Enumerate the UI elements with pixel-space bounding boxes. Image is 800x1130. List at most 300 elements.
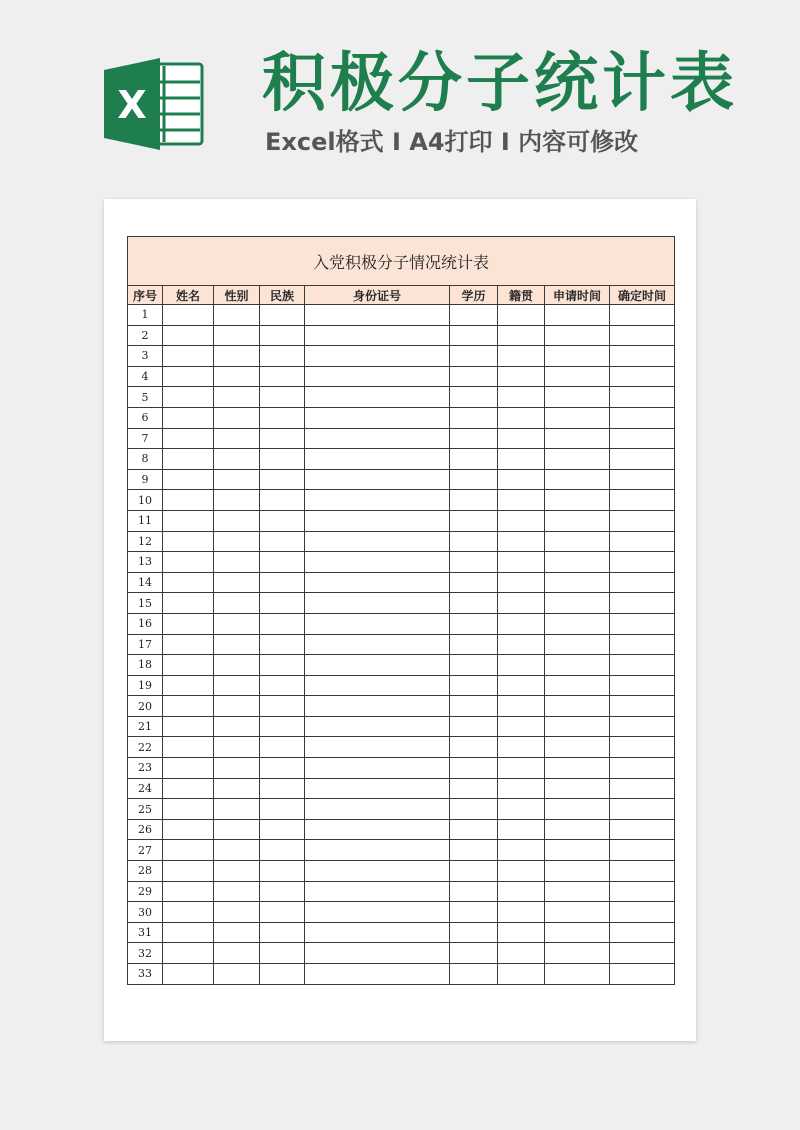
table-cell[interactable] — [260, 922, 305, 943]
table-cell[interactable] — [305, 737, 450, 758]
table-cell[interactable] — [545, 655, 610, 676]
table-cell[interactable] — [305, 490, 450, 511]
table-cell[interactable] — [163, 922, 214, 943]
table-cell[interactable] — [610, 572, 675, 593]
table-cell[interactable] — [450, 758, 498, 779]
table-cell[interactable] — [610, 346, 675, 367]
table-cell[interactable] — [214, 469, 260, 490]
table-cell[interactable] — [610, 819, 675, 840]
table-cell[interactable] — [163, 531, 214, 552]
table-cell[interactable] — [305, 407, 450, 428]
table-cell[interactable] — [450, 881, 498, 902]
table-cell[interactable] — [163, 593, 214, 614]
table-cell[interactable] — [545, 572, 610, 593]
table-cell[interactable] — [214, 305, 260, 326]
table-cell[interactable] — [545, 325, 610, 346]
table-cell[interactable] — [545, 593, 610, 614]
table-cell[interactable] — [610, 737, 675, 758]
table-cell[interactable] — [545, 490, 610, 511]
table-cell[interactable] — [450, 655, 498, 676]
table-cell[interactable] — [498, 696, 545, 717]
table-cell[interactable] — [214, 655, 260, 676]
table-cell[interactable] — [450, 325, 498, 346]
table-cell[interactable] — [450, 819, 498, 840]
table-cell[interactable] — [610, 593, 675, 614]
table-row — [128, 778, 675, 799]
table-cell[interactable] — [498, 510, 545, 531]
table-cell[interactable] — [305, 716, 450, 737]
table-cell[interactable] — [498, 758, 545, 779]
table-cell[interactable] — [163, 469, 214, 490]
table-cell[interactable] — [545, 552, 610, 573]
table-cell[interactable] — [214, 593, 260, 614]
table-cell[interactable] — [610, 325, 675, 346]
table-cell[interactable] — [260, 881, 305, 902]
table-cell[interactable] — [610, 510, 675, 531]
row-number: 22 — [128, 737, 163, 758]
table-cell[interactable] — [305, 861, 450, 882]
table-cell[interactable] — [450, 696, 498, 717]
table-cell[interactable] — [610, 675, 675, 696]
row-number: 26 — [128, 819, 163, 840]
table-cell[interactable] — [163, 449, 214, 470]
table-cell[interactable] — [260, 593, 305, 614]
table-cell[interactable] — [498, 613, 545, 634]
table-cell[interactable] — [450, 552, 498, 573]
table-cell[interactable] — [450, 407, 498, 428]
table-cell[interactable] — [214, 490, 260, 511]
table-cell[interactable] — [545, 428, 610, 449]
row-number: 28 — [128, 861, 163, 882]
table-cell[interactable] — [610, 716, 675, 737]
table-cell[interactable] — [163, 861, 214, 882]
table-cell[interactable] — [163, 366, 214, 387]
table-cell[interactable] — [260, 613, 305, 634]
column-header: 民族 — [260, 286, 305, 305]
table-cell[interactable] — [163, 490, 214, 511]
table-cell[interactable] — [450, 799, 498, 820]
table-cell[interactable] — [498, 490, 545, 511]
table-cell[interactable] — [305, 531, 450, 552]
table-cell[interactable] — [260, 552, 305, 573]
table-cell[interactable] — [450, 922, 498, 943]
table-row — [128, 964, 675, 985]
column-header: 性别 — [214, 286, 260, 305]
table-cell[interactable] — [305, 696, 450, 717]
table-cell[interactable] — [498, 325, 545, 346]
table-cell[interactable] — [545, 840, 610, 861]
table-cell[interactable] — [498, 881, 545, 902]
table-cell[interactable] — [260, 387, 305, 408]
table-cell[interactable] — [163, 881, 214, 902]
table-cell[interactable] — [305, 305, 450, 326]
table-cell[interactable] — [214, 634, 260, 655]
table-cell[interactable] — [545, 964, 610, 985]
column-header: 申请时间 — [545, 286, 610, 305]
table-cell[interactable] — [610, 613, 675, 634]
table-cell[interactable] — [214, 572, 260, 593]
table-cell[interactable] — [260, 758, 305, 779]
table-cell[interactable] — [545, 387, 610, 408]
table-cell[interactable] — [305, 366, 450, 387]
row-number: 10 — [128, 490, 163, 511]
table-cell[interactable] — [498, 902, 545, 923]
table-cell[interactable] — [498, 861, 545, 882]
table-cell[interactable] — [260, 675, 305, 696]
table-cell[interactable] — [610, 943, 675, 964]
table-cell[interactable] — [545, 943, 610, 964]
row-number: 21 — [128, 716, 163, 737]
table-cell[interactable] — [163, 346, 214, 367]
table-cell[interactable] — [305, 510, 450, 531]
table-cell[interactable] — [610, 469, 675, 490]
table-cell[interactable] — [450, 346, 498, 367]
table-cell[interactable] — [163, 325, 214, 346]
table-cell[interactable] — [214, 964, 260, 985]
table-cell[interactable] — [214, 696, 260, 717]
table-cell[interactable] — [163, 799, 214, 820]
table-cell[interactable] — [305, 387, 450, 408]
table-cell[interactable] — [260, 819, 305, 840]
table-cell[interactable] — [498, 593, 545, 614]
row-number: 29 — [128, 881, 163, 902]
table-cell[interactable] — [498, 964, 545, 985]
row-number: 30 — [128, 902, 163, 923]
table-cell[interactable] — [610, 696, 675, 717]
table-cell[interactable] — [214, 428, 260, 449]
table-cell[interactable] — [450, 387, 498, 408]
table-cell[interactable] — [305, 593, 450, 614]
table-cell[interactable] — [260, 840, 305, 861]
table-cell[interactable] — [305, 634, 450, 655]
table-row — [128, 943, 675, 964]
table-cell[interactable] — [498, 572, 545, 593]
table-cell[interactable] — [163, 655, 214, 676]
table-cell[interactable] — [163, 675, 214, 696]
table-cell[interactable] — [214, 387, 260, 408]
table-cell[interactable] — [610, 305, 675, 326]
table-cell[interactable] — [545, 861, 610, 882]
table-cell[interactable] — [305, 449, 450, 470]
table-cell[interactable] — [450, 902, 498, 923]
table-cell[interactable] — [163, 305, 214, 326]
table-cell[interactable] — [545, 346, 610, 367]
table-cell[interactable] — [214, 943, 260, 964]
table-cell[interactable] — [214, 861, 260, 882]
table-cell[interactable] — [498, 943, 545, 964]
table-cell[interactable] — [545, 902, 610, 923]
table-cell[interactable] — [610, 449, 675, 470]
table-row — [128, 675, 675, 696]
table-cell[interactable] — [450, 572, 498, 593]
table-cell[interactable] — [610, 407, 675, 428]
table-cell[interactable] — [214, 819, 260, 840]
table-cell[interactable] — [305, 552, 450, 573]
table-cell[interactable] — [214, 737, 260, 758]
table-cell[interactable] — [260, 799, 305, 820]
table-cell[interactable] — [498, 922, 545, 943]
table-cell[interactable] — [498, 634, 545, 655]
table-cell[interactable] — [450, 593, 498, 614]
table-cell[interactable] — [260, 510, 305, 531]
table-cell[interactable] — [450, 469, 498, 490]
table-cell[interactable] — [498, 366, 545, 387]
table-row — [128, 613, 675, 634]
table-cell[interactable] — [610, 531, 675, 552]
table-cell[interactable] — [260, 737, 305, 758]
table-cell[interactable] — [214, 510, 260, 531]
table-cell[interactable] — [498, 655, 545, 676]
table-row — [128, 902, 675, 923]
table-cell[interactable] — [498, 428, 545, 449]
table-cell[interactable] — [450, 613, 498, 634]
row-number: 1 — [128, 305, 163, 326]
table-row — [128, 305, 675, 326]
table-cell[interactable] — [498, 675, 545, 696]
page-subtitle: Excel格式 I A4打印 I 内容可修改 — [265, 128, 639, 156]
table-cell[interactable] — [610, 861, 675, 882]
table-cell[interactable] — [545, 469, 610, 490]
table-cell[interactable] — [450, 366, 498, 387]
table-cell[interactable] — [450, 449, 498, 470]
row-number: 15 — [128, 593, 163, 614]
table-cell[interactable] — [545, 634, 610, 655]
table-cell[interactable] — [450, 716, 498, 737]
table-cell[interactable] — [545, 531, 610, 552]
table-cell[interactable] — [610, 634, 675, 655]
table-cell[interactable] — [305, 943, 450, 964]
table-cell[interactable] — [214, 552, 260, 573]
table-cell[interactable] — [545, 922, 610, 943]
table-cell[interactable] — [545, 716, 610, 737]
table-cell[interactable] — [214, 840, 260, 861]
table-cell[interactable] — [610, 902, 675, 923]
column-header: 确定时间 — [610, 286, 675, 305]
table-cell[interactable] — [545, 613, 610, 634]
table-cell[interactable] — [260, 325, 305, 346]
table-cell[interactable] — [545, 799, 610, 820]
table-cell[interactable] — [450, 737, 498, 758]
table-cell[interactable] — [305, 346, 450, 367]
table-cell[interactable] — [305, 902, 450, 923]
table-cell[interactable] — [545, 696, 610, 717]
table-row — [128, 366, 675, 387]
table-cell[interactable] — [260, 943, 305, 964]
table-cell[interactable] — [450, 861, 498, 882]
table-cell[interactable] — [450, 305, 498, 326]
table-cell[interactable] — [214, 922, 260, 943]
table-cell[interactable] — [610, 964, 675, 985]
table-row — [128, 552, 675, 573]
table-cell[interactable] — [450, 964, 498, 985]
table-cell[interactable] — [305, 655, 450, 676]
row-number: 3 — [128, 346, 163, 367]
table-cell[interactable] — [260, 449, 305, 470]
table-cell[interactable] — [260, 428, 305, 449]
table-cell[interactable] — [545, 819, 610, 840]
table-cell[interactable] — [260, 469, 305, 490]
table-cell[interactable] — [163, 387, 214, 408]
table-cell[interactable] — [214, 366, 260, 387]
table-cell[interactable] — [498, 531, 545, 552]
table-cell[interactable] — [498, 840, 545, 861]
table-cell[interactable] — [305, 840, 450, 861]
table-cell[interactable] — [260, 305, 305, 326]
table-cell[interactable] — [214, 799, 260, 820]
table-cell[interactable] — [545, 758, 610, 779]
table-cell[interactable] — [305, 675, 450, 696]
table-cell[interactable] — [163, 902, 214, 923]
table-cell[interactable] — [260, 964, 305, 985]
table-cell[interactable] — [498, 305, 545, 326]
table-cell[interactable] — [260, 902, 305, 923]
table-cell[interactable] — [498, 819, 545, 840]
table-cell[interactable] — [305, 881, 450, 902]
table-cell[interactable] — [610, 799, 675, 820]
table-cell[interactable] — [163, 613, 214, 634]
table-cell[interactable] — [163, 634, 214, 655]
table-cell[interactable] — [498, 407, 545, 428]
table-cell[interactable] — [450, 531, 498, 552]
table-cell[interactable] — [610, 490, 675, 511]
table-cell[interactable] — [214, 716, 260, 737]
table-cell[interactable] — [305, 799, 450, 820]
table-cell[interactable] — [163, 552, 214, 573]
table-cell[interactable] — [214, 881, 260, 902]
table-cell[interactable] — [545, 737, 610, 758]
table-cell[interactable] — [450, 778, 498, 799]
table-cell[interactable] — [610, 552, 675, 573]
table-cell[interactable] — [498, 737, 545, 758]
table-cell[interactable] — [163, 696, 214, 717]
table-cell[interactable] — [305, 778, 450, 799]
table-cell[interactable] — [305, 758, 450, 779]
table-cell[interactable] — [610, 922, 675, 943]
table-row — [128, 325, 675, 346]
table-cell[interactable] — [450, 634, 498, 655]
table-cell[interactable] — [214, 449, 260, 470]
table-cell[interactable] — [498, 552, 545, 573]
table-cell[interactable] — [214, 407, 260, 428]
table-cell[interactable] — [545, 407, 610, 428]
table-cell[interactable] — [163, 964, 214, 985]
table-cell[interactable] — [214, 675, 260, 696]
table-cell[interactable] — [305, 469, 450, 490]
row-number: 19 — [128, 675, 163, 696]
table-cell[interactable] — [450, 943, 498, 964]
table-cell[interactable] — [260, 634, 305, 655]
table-cell[interactable] — [498, 778, 545, 799]
table-row — [128, 696, 675, 717]
table-cell[interactable] — [260, 696, 305, 717]
table-cell[interactable] — [260, 490, 305, 511]
table-cell[interactable] — [545, 305, 610, 326]
row-number: 7 — [128, 428, 163, 449]
table-cell[interactable] — [450, 428, 498, 449]
table-cell[interactable] — [545, 510, 610, 531]
table-cell[interactable] — [305, 428, 450, 449]
table-cell[interactable] — [610, 778, 675, 799]
table-cell[interactable] — [260, 572, 305, 593]
table-cell[interactable] — [305, 819, 450, 840]
table-cell[interactable] — [163, 840, 214, 861]
table-cell[interactable] — [305, 613, 450, 634]
row-number: 2 — [128, 325, 163, 346]
table-cell[interactable] — [305, 325, 450, 346]
table-cell[interactable] — [305, 964, 450, 985]
table-cell[interactable] — [214, 346, 260, 367]
table-cell[interactable] — [498, 449, 545, 470]
table-cell[interactable] — [214, 902, 260, 923]
table-cell[interactable] — [498, 799, 545, 820]
table-cell[interactable] — [260, 716, 305, 737]
table-cell[interactable] — [498, 469, 545, 490]
table-cell[interactable] — [450, 510, 498, 531]
table-cell[interactable] — [163, 428, 214, 449]
table-cell[interactable] — [450, 675, 498, 696]
table-cell[interactable] — [450, 840, 498, 861]
table-cell[interactable] — [450, 490, 498, 511]
table-cell[interactable] — [260, 346, 305, 367]
table-cell[interactable] — [305, 922, 450, 943]
row-number: 33 — [128, 964, 163, 985]
table-cell[interactable] — [610, 655, 675, 676]
table-cell[interactable] — [163, 758, 214, 779]
table-row — [128, 531, 675, 552]
table-cell[interactable] — [163, 778, 214, 799]
table-cell[interactable] — [214, 325, 260, 346]
table-cell[interactable] — [545, 778, 610, 799]
row-number: 16 — [128, 613, 163, 634]
table-row — [128, 449, 675, 470]
table-row — [128, 881, 675, 902]
table-cell[interactable] — [545, 675, 610, 696]
table-cell[interactable] — [610, 840, 675, 861]
table-cell[interactable] — [610, 366, 675, 387]
table-cell[interactable] — [305, 572, 450, 593]
table-cell[interactable] — [163, 510, 214, 531]
table-cell[interactable] — [260, 778, 305, 799]
table-cell[interactable] — [610, 428, 675, 449]
table-cell[interactable] — [214, 613, 260, 634]
table-cell[interactable] — [260, 366, 305, 387]
table-row — [128, 737, 675, 758]
table-cell[interactable] — [610, 758, 675, 779]
table-cell[interactable] — [163, 572, 214, 593]
table-cell[interactable] — [163, 943, 214, 964]
table-cell[interactable] — [610, 387, 675, 408]
table-cell[interactable] — [214, 758, 260, 779]
table-cell[interactable] — [260, 861, 305, 882]
table-row — [128, 861, 675, 882]
table-cell[interactable] — [214, 531, 260, 552]
table-cell[interactable] — [163, 737, 214, 758]
table-cell[interactable] — [163, 819, 214, 840]
table-cell[interactable] — [545, 449, 610, 470]
table-cell[interactable] — [260, 531, 305, 552]
table-cell[interactable] — [545, 881, 610, 902]
table-cell[interactable] — [545, 366, 610, 387]
table-cell[interactable] — [163, 716, 214, 737]
table-cell[interactable] — [498, 346, 545, 367]
table-cell[interactable] — [214, 778, 260, 799]
table-cell[interactable] — [260, 655, 305, 676]
table-cell[interactable] — [498, 387, 545, 408]
table-cell[interactable] — [610, 881, 675, 902]
table-cell[interactable] — [260, 407, 305, 428]
table-cell[interactable] — [163, 407, 214, 428]
table-cell[interactable] — [498, 716, 545, 737]
